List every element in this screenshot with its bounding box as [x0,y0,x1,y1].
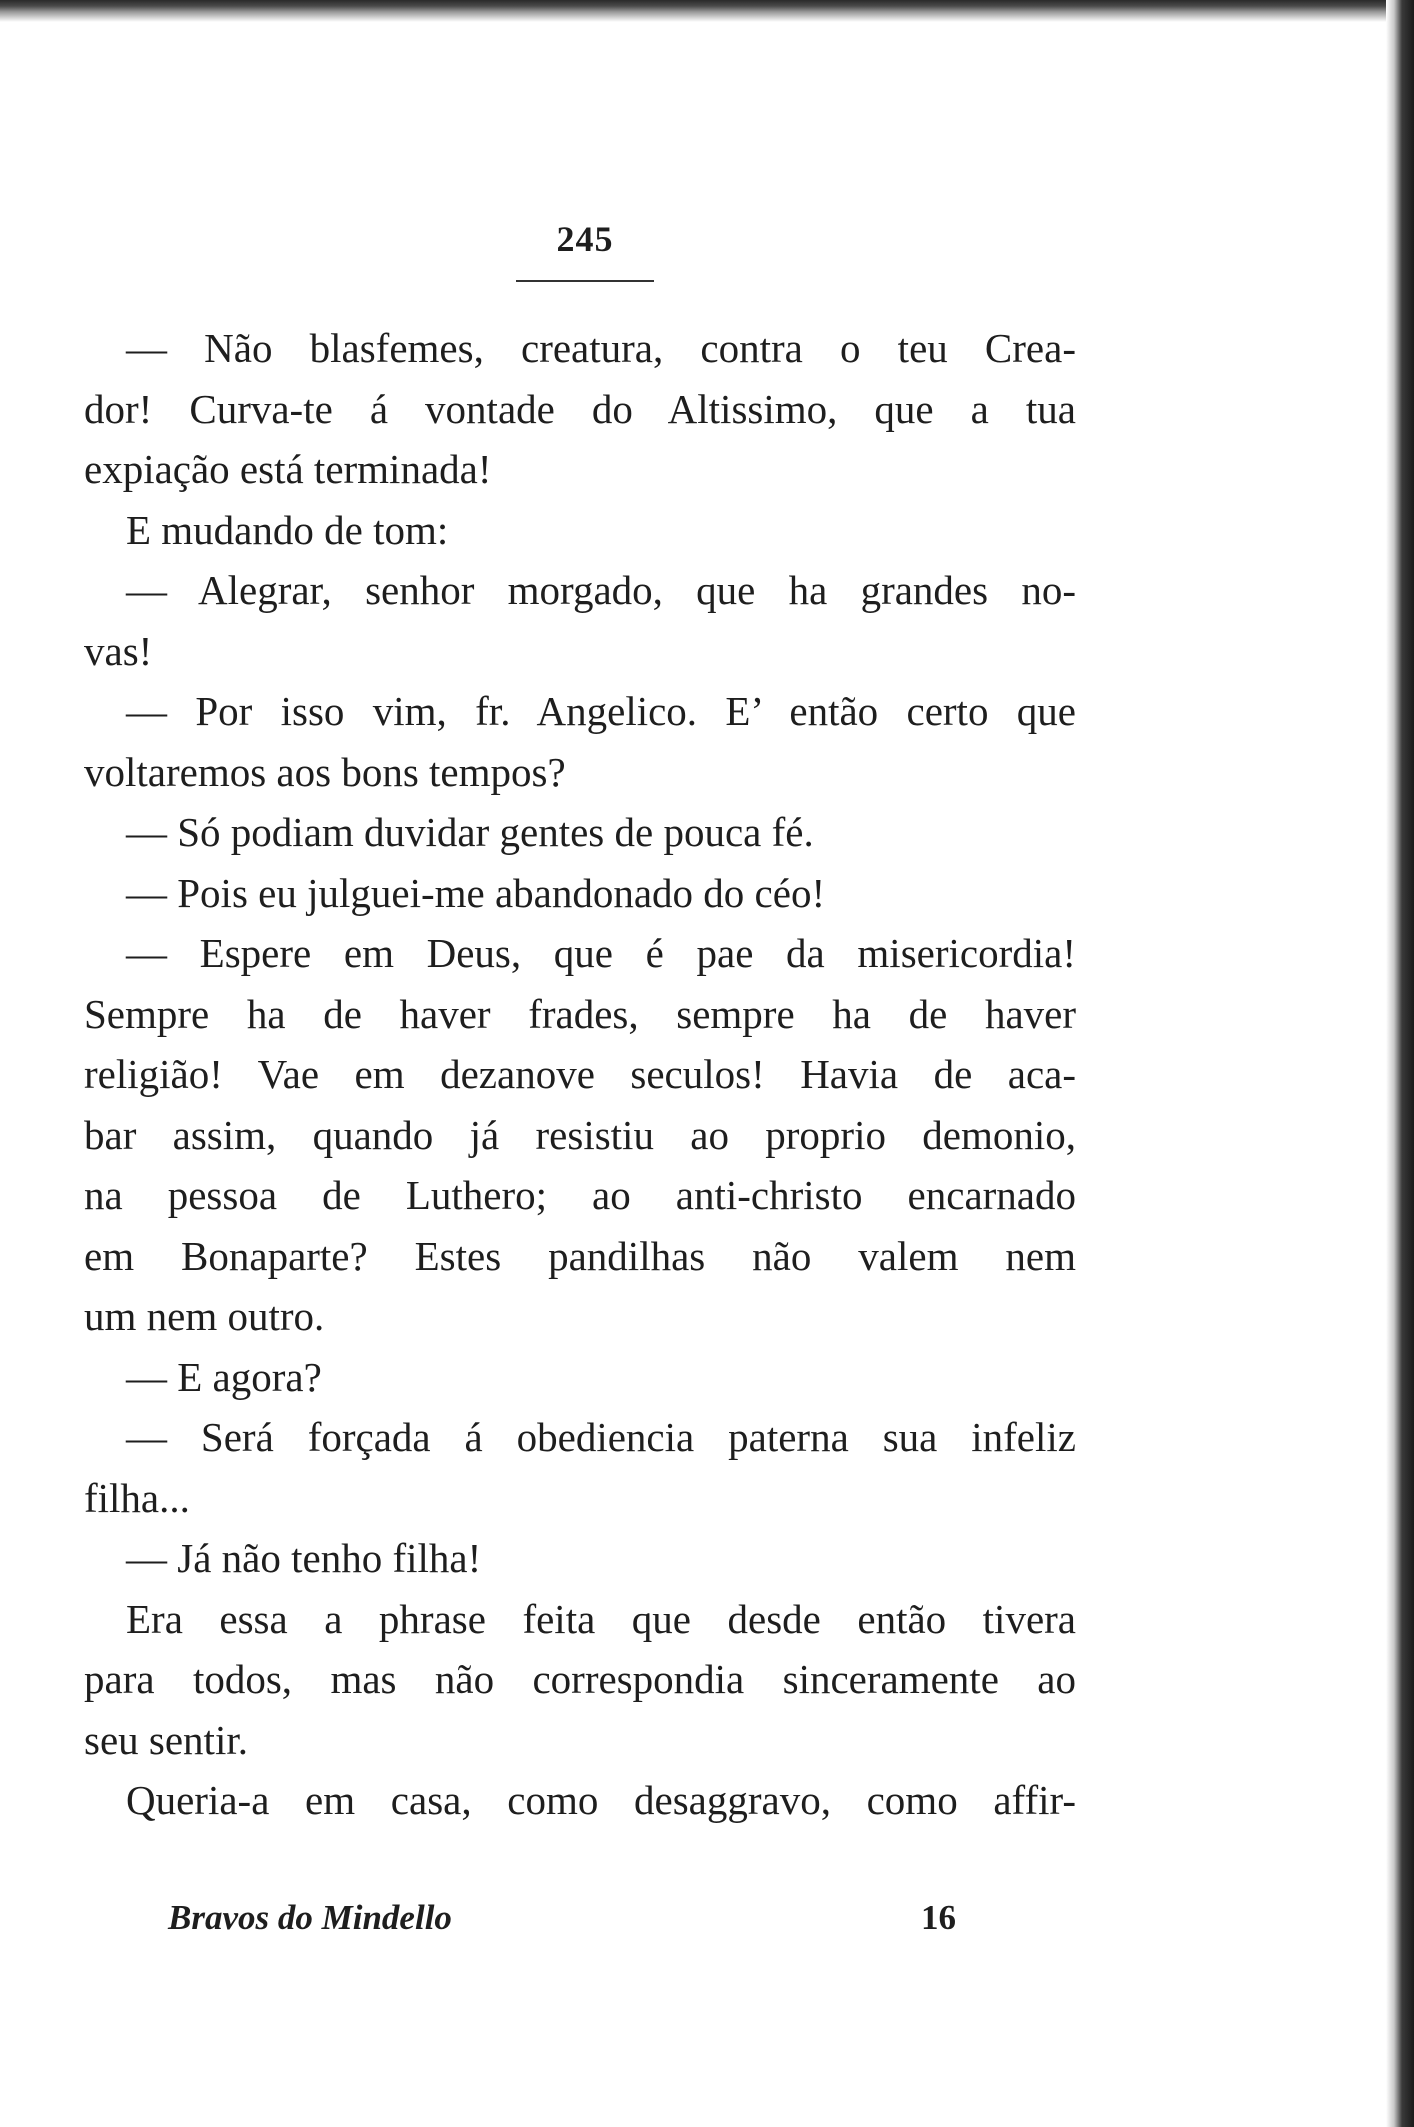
text-line: Era essa a phrase feita que desde então tivera [126,1595,1076,1642]
text-line: filha... [84,1474,190,1521]
text-line: — Será forçada á obediencia paterna sua infeliz [126,1414,1076,1460]
text-line: dor! Curva-te á vontade do Altissimo, que a tua [84,385,1076,432]
text-line: um nem outro. [84,1293,325,1339]
page-footer [168,1898,956,1942]
text-line: para todos, mas não correspondia sinceramente ao [84,1656,1076,1702]
text-line: E mudando de tom: [126,506,449,553]
footer-signature-number: 16 [921,1898,956,1937]
text-line: — Já não tenho filha! [126,1535,482,1581]
text-line: vas! [84,627,153,674]
text-line: — Só podiam duvidar gentes de pouca fé. [126,809,814,855]
header-rule [516,280,654,282]
text-line: voltaremos aos bons tempos? [84,748,566,795]
text-line: — E agora? [126,1353,322,1400]
text-line: religião! Vae em dezanove seculos! Havia de aca- [84,1051,1076,1097]
text-line: na pessoa de Luthero; ao anti-christo encarnado [84,1172,1076,1218]
text-line: — Pois eu julguei-me abandonado do céo! [126,869,826,916]
text-line: — Alegrar, senhor morgado, que ha grandes no- [126,567,1076,613]
text-line: expiação está terminada! [84,446,492,492]
text-line: bar assim, quando já resistiu ao proprio demonio, [84,1111,1076,1158]
text-line: em Bonaparte? Estes pandilhas não valem nem [84,1232,1076,1279]
page-right-edge-shadow [1386,0,1414,2127]
footer-book-title: Bravos do Mindello [168,1898,452,1937]
page-number: 245 [556,219,614,259]
page-top-edge-shadow [0,0,1414,22]
text-line: — Espere em Deus, que é pae da misericordia! [126,930,1076,976]
text-line: — Por isso vim, fr. Angelico. E’ então certo que [126,688,1076,734]
text-line: — Não blasfemes, creatura, contra o teu Crea- [126,325,1076,371]
text-line: Queria-a em casa, como desaggravo, como affir- [126,1777,1076,1823]
text-line: seu sentir. [84,1716,248,1763]
body-text [84,318,1076,1831]
text-line: Sempre ha de haver frades, sempre ha de haver [84,990,1076,1037]
